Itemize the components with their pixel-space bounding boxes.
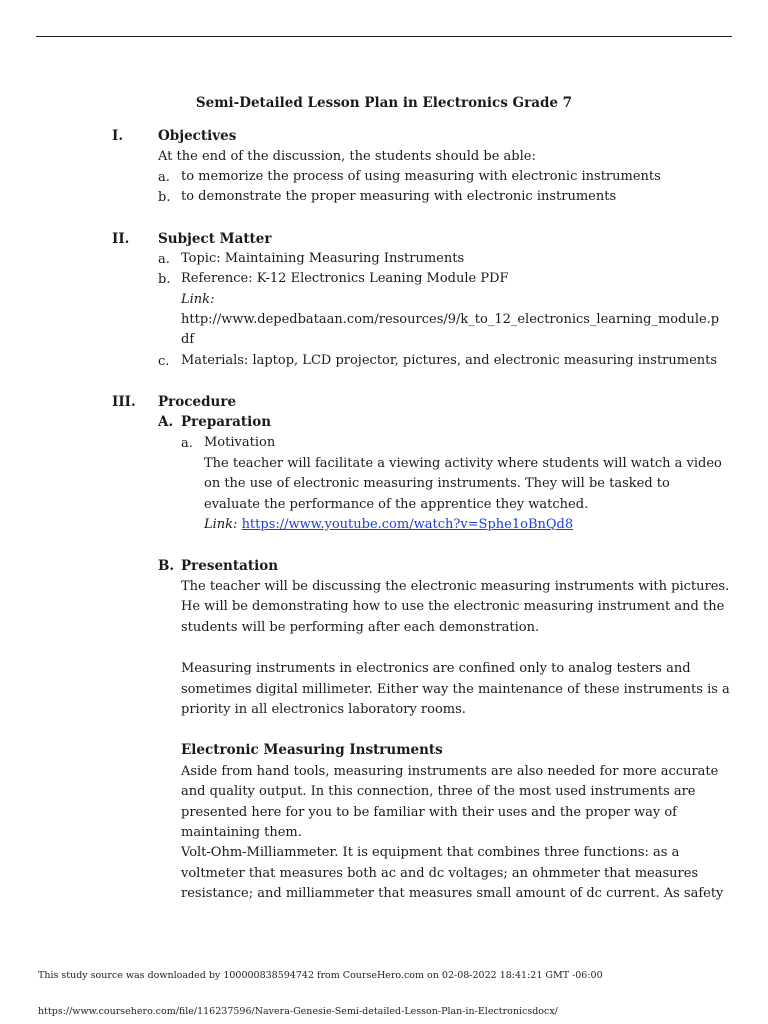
video-link[interactable]: https://www.youtube.com/watch?v=Sphe1oBnQd8 (241, 517, 574, 532)
preparation-marker: A. (158, 414, 174, 430)
instruments-line-1: Aside from hand tools, measuring instruments are also needed for more accurate (181, 764, 719, 779)
motivation-link-label: Link: (204, 517, 238, 532)
presentation-para2-line-1: Measuring instruments in electronics are confined only to analog testers and (181, 661, 691, 676)
section-numeral-objectives: I. (112, 128, 124, 144)
reference-link-url-continued[interactable]: df (181, 332, 195, 347)
source-url[interactable]: https://www.coursehero.com/file/116237596/Navera-Genesie-Semi-detailed-Lesson-Plan-in-Electronicsdocx/ (38, 1006, 558, 1017)
document-title: Semi-Detailed Lesson Plan in Electronics Grade 7 (195, 95, 573, 111)
presentation-para2-line-2: sometimes digital millimeter. Either way the maintenance of these instruments is a (181, 682, 730, 697)
subject-item-materials: Materials: laptop, LCD projector, pictures, and electronic measuring instruments (181, 353, 718, 368)
objective-item-b: to demonstrate the proper measuring with electronic instruments (181, 189, 617, 204)
section-numeral-subject-matter: II. (112, 231, 130, 247)
subject-item-reference: Reference: K-12 Electronics Leaning Module PDF (181, 271, 509, 286)
motivation-marker: a. (181, 436, 193, 451)
section-heading-subject-matter: Subject Matter (158, 231, 272, 247)
objectives-intro: At the end of the discussion, the students should be able: (158, 149, 536, 164)
motivation-link-row (204, 515, 573, 535)
objective-marker-a: a. (158, 170, 170, 185)
presentation-marker: B. (158, 558, 175, 574)
motivation-label: Motivation (204, 435, 276, 450)
reference-link-label: Link: (181, 292, 215, 307)
download-source-note: This study source was downloaded by 100000838594742 from CourseHero.com on 02-08-2022 18:41:21 GMT -06:00 (38, 970, 603, 981)
section-heading-objectives: Objectives (158, 128, 237, 144)
presentation-para1-line-2: He will be demonstrating how to use the electronic measuring instrument and the (181, 599, 725, 614)
instruments-line-2: and quality output. In this connection, three of the most used instruments are (181, 784, 696, 799)
instruments-line-7: resistance; and milliammeter that measures small amount of dc current. As safety (181, 886, 724, 901)
motivation-line-1: The teacher will facilitate a viewing activity where students will watch a video (204, 456, 722, 471)
subject-item-topic: Topic: Maintaining Measuring Instruments (181, 251, 465, 266)
instruments-line-3: presented here for you to be familiar with their uses and the proper way of (181, 805, 677, 820)
instruments-line-4: maintaining them. (181, 825, 302, 840)
objective-marker-b: b. (158, 190, 171, 205)
presentation-para2-line-3: priority in all electronics laboratory rooms. (181, 702, 466, 717)
subject-marker-c: c. (158, 354, 170, 369)
presentation-para1-line-1: The teacher will be discussing the electronic measuring instruments with pictures. (181, 579, 730, 594)
reference-link-url[interactable]: http://www.depedbataan.com/resources/9/k_to_12_electronics_learning_module.p (181, 312, 720, 327)
presentation-para1-line-3: students will be performing after each demonstration. (181, 620, 540, 635)
section-heading-procedure: Procedure (158, 394, 237, 410)
objective-item-a: to memorize the process of using measuring with electronic instruments (181, 169, 661, 184)
motivation-line-3: evaluate the performance of the apprentice they watched. (204, 497, 589, 512)
section-numeral-procedure: III. (112, 394, 136, 410)
top-rule (36, 36, 732, 37)
instruments-subheading: Electronic Measuring Instruments (181, 742, 443, 758)
preparation-heading: Preparation (181, 414, 272, 430)
presentation-heading: Presentation (181, 558, 279, 574)
instruments-line-5: Volt-Ohm-Milliammeter. It is equipment that combines three functions: as a (181, 845, 680, 860)
instruments-line-6: voltmeter that measures both ac and dc voltages; an ohmmeter that measures (181, 866, 699, 881)
motivation-line-2: on the use of electronic measuring instruments. They will be tasked to (204, 476, 670, 491)
subject-marker-a: a. (158, 252, 170, 267)
subject-marker-b: b. (158, 272, 171, 287)
